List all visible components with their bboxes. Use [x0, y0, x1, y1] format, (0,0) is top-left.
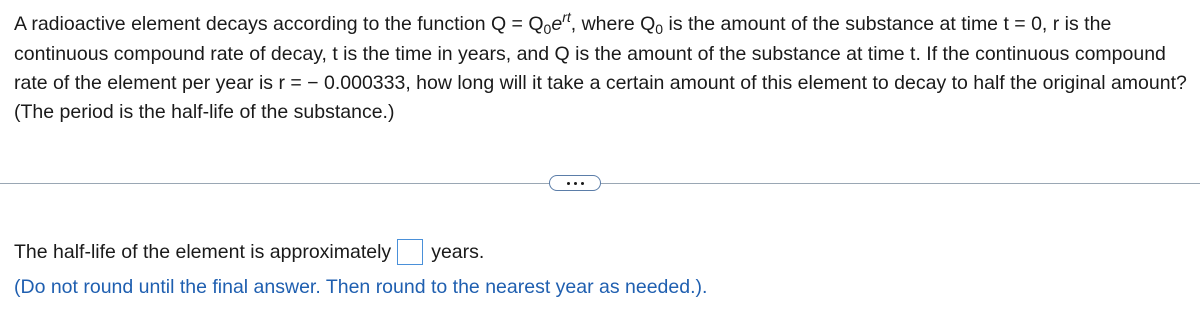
answer-line: [14, 239, 484, 265]
q0-base: Q: [640, 13, 656, 35]
half-life-answer-input[interactable]: [397, 239, 423, 265]
ellipsis-dot: [574, 182, 577, 185]
formula-q: Q: [490, 13, 507, 35]
formula-equals: =: [506, 13, 529, 35]
question-part2: , where: [570, 13, 641, 35]
formula-exponent: rt: [562, 9, 571, 25]
answer-prefix: The half-life of the element is approximately: [14, 241, 392, 263]
formula-q0-base: Q: [528, 13, 544, 35]
decay-formula: [490, 9, 571, 37]
question-text: [14, 10, 1190, 127]
formula-e: e: [551, 13, 563, 35]
answer-suffix: years.: [431, 241, 485, 263]
question-part3: is the amount of the substance at time t = 0, r is the continuous compound rate of decay, t is the time in years, and Q is the amount of the substance at time t. If the continuous compound rate of the element per year is r = − 0.000333, how long will it take a certain amount of this element to decay to half the original amount? (The period is the half-life of the substance.): [14, 13, 1187, 123]
ellipsis-dot: [581, 182, 584, 185]
rounding-instruction: (Do not round until the final answer. Then round to the nearest year as needed.).: [14, 276, 708, 298]
q0-symbol: [640, 13, 663, 35]
ellipsis-icon: [567, 182, 570, 185]
formula-q0-subscript: 0: [543, 21, 552, 37]
question-part1: A radioactive element decays according to the function: [14, 13, 491, 35]
more-options-button[interactable]: [549, 175, 601, 191]
q0-subscript: 0: [655, 21, 664, 37]
